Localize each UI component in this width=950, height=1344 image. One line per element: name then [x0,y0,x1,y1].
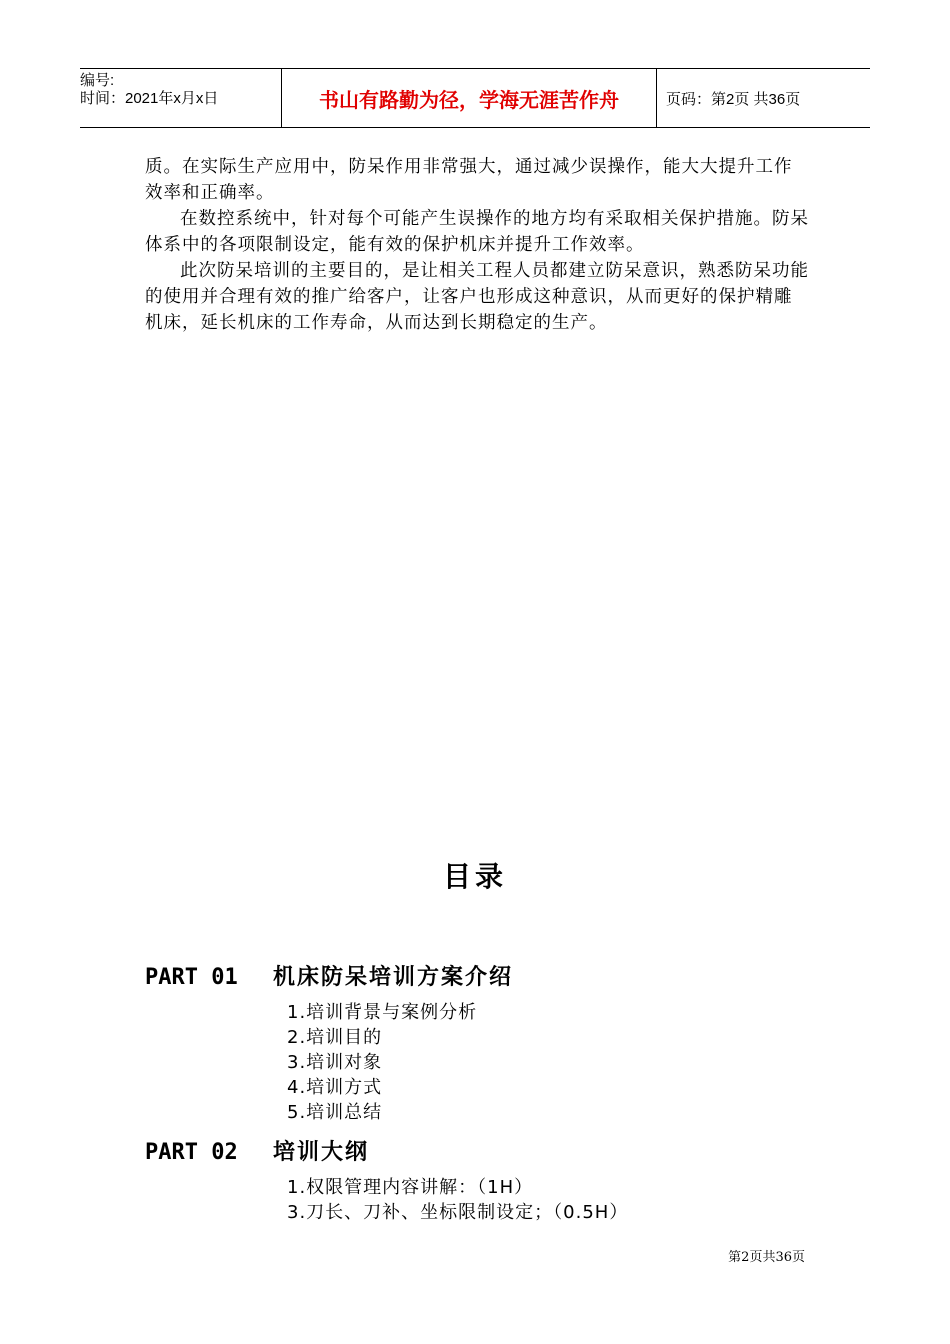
part-title: 培训大纲 [273,1140,370,1165]
part-title: 机床防呆培训方案介绍 [273,965,514,990]
header-motto: 书山有路勤为径，学海无涯苦作舟 [281,69,657,127]
toc-item: 1.权限管理内容讲解：（1H） [287,1177,534,1198]
toc-item: 3.刀长、刀补、坐标限制设定；（0.5H） [287,1202,629,1223]
page-footer: 第2页共36页 [728,1250,805,1265]
header-page-label: 页码：第2页 共36页 [666,90,801,108]
part-label: PART 01 [145,965,238,990]
toc-part-01-items [287,1000,477,1125]
page-header [80,68,870,128]
toc-part-02 [145,1135,369,1166]
paragraph: 此次防呆培训的主要目的，是让相关工程人员都建立防呆意识，熟悉防呆功能的使用并合理有效的推广给客户，让客户也形成这种意识，从而更好的保护精雕机床，延长机床的工作寿命，从而达到长期稳定的生产。 [145,261,809,333]
toc-part-01 [145,960,513,991]
toc-title: 目录 [442,860,507,893]
header-meta [80,69,281,127]
toc-item: 2.培训目的 [287,1027,383,1048]
paragraph: 在数控系统中，针对每个可能产生误操作的地方均有采取相关保护措施。防呆体系中的各项限制设定，能有效的保护机床并提升工作效率。 [145,209,809,255]
toc-item: 5.培训总结 [287,1102,383,1123]
part-label: PART 02 [145,1140,238,1165]
time-label: 时间：2021年x月x日 [80,90,219,107]
toc-item: 3.培训对象 [287,1052,383,1073]
toc-part-02-items [287,1175,628,1225]
number-label: 编号: [80,72,115,89]
toc-item: 4.培训方式 [287,1077,383,1098]
toc-item: 1.培训背景与案例分析 [287,1002,478,1023]
paragraph: 质。在实际生产应用中，防呆作用非常强大，通过减少误操作，能大大提升工作效率和正确率。 [145,157,793,203]
body-text [145,154,810,336]
